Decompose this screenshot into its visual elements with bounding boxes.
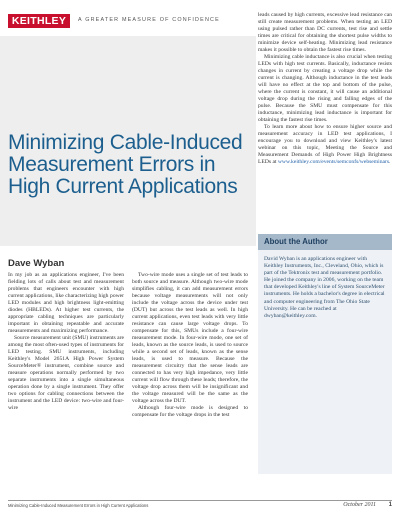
tagline: A GREATER MEASURE OF CONFIDENCE <box>78 17 220 23</box>
title-line: Minimizing Cable-Induced <box>8 131 243 154</box>
body-column-3 <box>258 12 392 166</box>
paragraph: In my job as an applications engineer, I've been fielding lots of calls about test and measurement problems that engineers encounter with high current applications, like characterizing high power LED modules and high brightness light-emitting diodes (HBLEDs). At higher test currents, the appropriate cabling techniques are particularly important in obtaining repeatable and accurate measurements and maximizing performance. <box>8 272 124 335</box>
about-body: David Wyban is an applications engineer with Keithley Instruments, Inc., Cleveland, Ohio, which is part of the Tektronix test and measurement portfolio. He joined the company in 2006, working on the team that developed Keithley's line of System SourceMeter instruments. He holds a bachelor's degree in electrical and computer engineering from The Ohio State University. He can be reached at dwyban@keithley.com. <box>264 256 385 319</box>
about-author-box <box>258 234 392 474</box>
paragraph: Minimizing cable inductance is also crucial when testing LEDs with high test currents. Basically, inductance resists changes in current by creating a voltage drop while the current is changing. Although inductance in the test leads will have no effect at the top and bottom of the pulse, where the current is constant, it will cause an additional voltage drop during the rising and falling edges of the pulse. Because the SMU must compensate for this inductance, minimizing lead inductance is important for obtaining the fastest rise times. <box>258 54 392 124</box>
webinar-link[interactable]: www.keithley.com/events/semconfs/webseminars <box>277 159 390 166</box>
body-column-2 <box>132 272 248 419</box>
paragraph: Two-wire mode uses a single set of test leads to both source and measure. Although two-wire mode simplifies cabling, it can add measurement errors because voltage measurements will not only include the voltage across the device under test (DUT) but across the test leads as well. In high current applications, even test leads with very little resistance can cause large voltage drops. To compensate for this, SMUs include a four-wire measurement mode. In four-wire mode, one set of leads, known as the source leads, is used to source while a second set of leads, known as the sense leads, is used to measure. Because the measurement circuitry that the sense leads are connected to has very high impedance, very little current will flow through these leads; therefore, the voltage drop across them will be insignificant and the voltage measured will be the same as the voltage across the DUT. <box>132 272 248 405</box>
footer-title: Minimizing Cable-Induced Measurement Errors in High Current Applications <box>8 503 149 508</box>
about-heading: About the Author <box>264 237 328 246</box>
paragraph-webinar: To learn more about how to ensure higher source and measurement accuracy in LED test applications, I encourage you to download and view Keithley's latest webinar on this topic, Meeting the Source and Measurement Demands of High Power High Brightness LEDs at www.keithley.com/events/semconfs/webseminars. <box>258 124 392 166</box>
footer-date: October 2011 <box>343 502 376 508</box>
keithley-logo <box>8 14 70 28</box>
body-column-1 <box>8 272 124 412</box>
title-line: High Current Applications <box>8 175 238 198</box>
author-name: Dave Wyban <box>8 258 65 269</box>
article-title <box>8 132 256 198</box>
paragraph: Source measurement unit (SMU) instruments are among the most often-used types of instruments for LED testing. SMU instruments, including Keithley's Model 2651A High Power System SourceMeter® instrument, combine source and measure operations normally performed by two separate instruments into a single simultaneous operation done by a single instrument. They offer two options for cabling connections between the instrument and the LED device: two-wire and four-wire <box>8 335 124 412</box>
footer-divider <box>8 500 392 501</box>
page-number: 1 <box>388 502 392 508</box>
about-header-bar <box>258 234 392 250</box>
logo-text: KEITHLEY <box>11 15 67 27</box>
paragraph: leads caused by high currents, excessive lead resistance can still create measurement problems. When testing an LED using pulsed rather than DC currents, test rise and settle times are critical for obtaining the shortest pulse widths to minimize device self-heating. Minimizing lead resistance makes it possible to obtain the fastest rise times. <box>258 12 392 54</box>
title-line: Measurement Errors in <box>8 153 216 176</box>
paragraph: Although four-wire mode is designed to compensate for the voltage drops in the test <box>132 405 248 419</box>
